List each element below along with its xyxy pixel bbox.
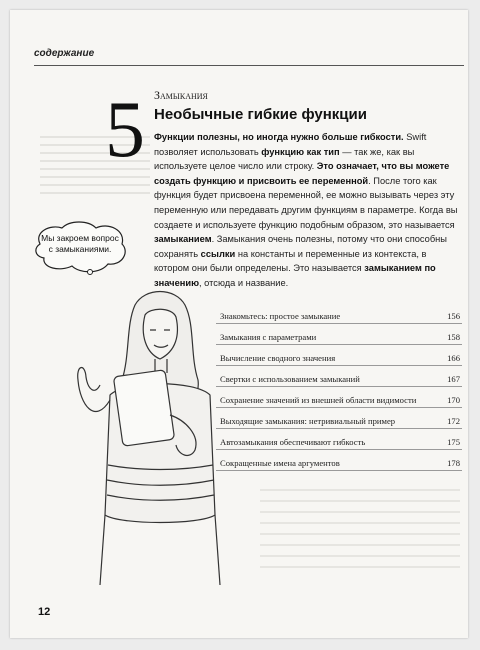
page-number: 12: [38, 606, 51, 618]
toc-entry-page: 158: [447, 332, 460, 342]
intro-text-run: Swift позволяет использовать: [154, 132, 427, 157]
toc-entry-title: Знакомьтесь: простое замыкание: [220, 311, 341, 321]
intro-text-run: , отсюда и название.: [199, 277, 289, 288]
intro-text-run: на константы и переменные из контекста, в котором они были определены. Это называется: [154, 248, 427, 274]
toc-entry-title: Сохранение значений из внешней области видимости: [220, 395, 417, 405]
intro-text-run: . Замыкания очень полезны, потому что они способны сохранять: [154, 234, 447, 259]
intro-bold-phrase: замыканием: [154, 234, 212, 245]
intro-bold-phrase: Функции полезны, но иногда нужно больше гибкости.: [154, 132, 404, 142]
intro-text-run: . После того как функция будет присвоена переменной, ее можно вызывать через эту переменную или передавать другим функциям в параметре. Когда вы создаете и используете функцию подобным образом, это называется: [154, 175, 458, 230]
toc-row: [216, 366, 462, 387]
toc-row: [216, 324, 462, 345]
intro-text-run: — так же, как вы используете целое число или строку.: [154, 146, 415, 172]
toc-entry-page: 172: [447, 416, 460, 426]
toc-entry-page: 175: [447, 437, 460, 447]
toc-entry-page: 178: [447, 458, 460, 468]
toc-entry-title: Замыкания с параметрами: [220, 332, 317, 342]
book-page: [10, 10, 468, 638]
toc-entry-page: 167: [447, 374, 460, 384]
running-head: содержание: [34, 48, 95, 59]
chapter-title: Необычные гибкие функции: [154, 106, 367, 123]
chapter-label: Замыкания: [154, 88, 208, 102]
toc-entry-title: Сокращенные имена аргументов: [220, 458, 340, 468]
toc-row: [216, 303, 462, 324]
toc-entry-page: 166: [447, 353, 460, 363]
header-rule: [34, 65, 464, 66]
intro-bold-phrase: функцию как тип: [261, 146, 340, 157]
toc-entry-title: Вычисление сводного значения: [220, 353, 336, 363]
chapter-number: 5: [105, 86, 145, 174]
speech-bubble-text: Мы закроем вопрос с замыканиями.: [41, 233, 119, 254]
toc-entry-title: Выходящие замыкания: нетривиальный пример: [220, 416, 396, 426]
toc-row: [216, 387, 462, 408]
intro-bold-phrase: замыканием по значению: [154, 263, 436, 288]
toc-row: [216, 429, 462, 450]
bleed-through-text: [260, 480, 460, 570]
toc-entry-title: Автозамыкания обеспечивают гибкость: [220, 437, 366, 447]
toc-entry-title: Свертки с использованием замыканий: [220, 374, 360, 384]
intro-bold-phrase: ссылки: [200, 248, 236, 259]
toc-row: [216, 408, 462, 429]
toc-entry-page: 170: [447, 395, 460, 405]
toc-entry-page: 156: [447, 311, 460, 321]
chapter-intro-paragraph: [154, 130, 464, 291]
section-contents-list: [216, 303, 462, 471]
toc-row: [216, 345, 462, 366]
intro-bold-phrase: Это означает, что вы можете создать функцию и присвоить ее переменной: [154, 161, 450, 186]
toc-row: [216, 450, 462, 471]
